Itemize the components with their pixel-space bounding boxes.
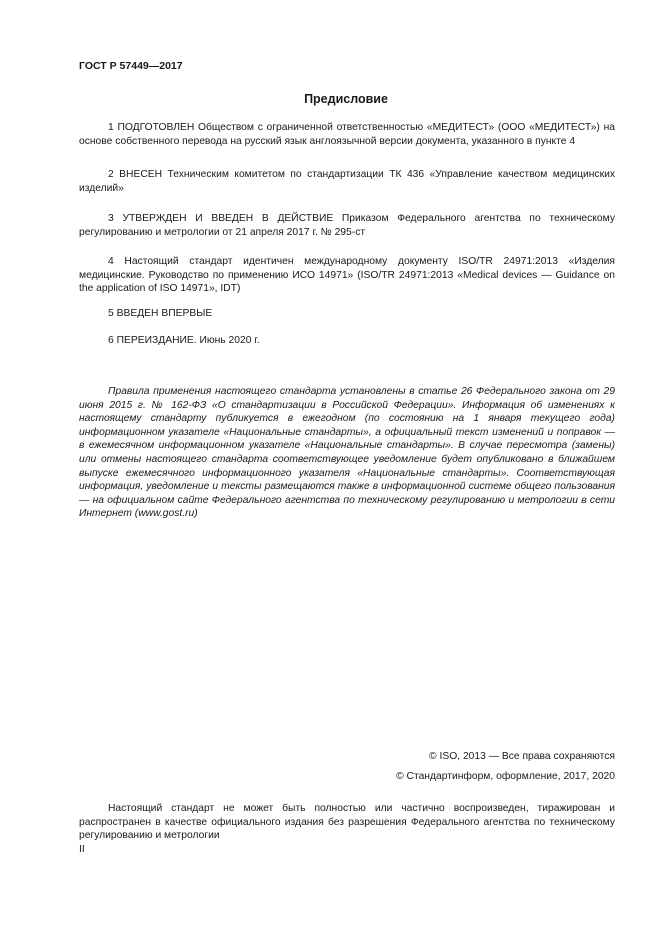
item-number: 1 bbox=[108, 122, 114, 133]
item-text: ПЕРЕИЗДАНИЕ. Июнь 2020 г. bbox=[116, 335, 260, 346]
foreword-item-6 bbox=[79, 334, 615, 348]
item-text: ВНЕСЕН Техническим комитетом по стандартизации ТК 436 «Управление качеством медицинских изделий» bbox=[79, 169, 615, 194]
page-title: Предисловие bbox=[304, 92, 388, 106]
item-number: 4 bbox=[108, 256, 114, 267]
foreword-item-1 bbox=[79, 121, 615, 148]
foreword-item-4 bbox=[79, 255, 615, 296]
item-text: ВВЕДЕН ВПЕРВЫЕ bbox=[116, 308, 213, 319]
copyright-standartinform: © Стандартинформ, оформление, 2017, 2020 bbox=[396, 771, 615, 782]
item-number: 6 bbox=[108, 335, 114, 346]
standard-code-header: ГОСТ Р 57449—2017 bbox=[79, 60, 183, 72]
item-text: ПОДГОТОВЛЕН Обществом с ограниченной ответственностью «МЕДИТЕСТ» (ООО «МЕДИТЕСТ») на основе собственного перевода на русский язык англоязычной версии документа, указанного в пункте 4 bbox=[79, 122, 615, 147]
rules-note: Правила применения настоящего стандарта установлены в статье 26 Федерального закона от 29 июня 2015 г. № 162-ФЗ «О стандартизации в Российской Федерации». Информация об изменениях к настоящему стандарту публикуется в ежегодном (по состоянию на 1 января текущего года) информационном указателе «Национальные стандарты», а официальный текст изменений и поправок — в ежемесячном информационном указателе «Национальные стандарты». В случае пересмотра (замены) или отмены настоящего стандарта соответствующее уведомление будет опубликовано в ближайшем выпуске ежемесячного информационного указателя «Национальные стандарты». Соответствующая информация, уведомление и тексты размещаются также в информационной системе общего пользования — на официальном сайте Федерального агентства по техническому регулированию и метрологии в сети Интернет (www.gost.ru) bbox=[79, 386, 615, 520]
copyright-iso: © ISO, 2013 — Все права сохраняются bbox=[429, 751, 615, 762]
item-number: 5 bbox=[108, 308, 114, 319]
foreword-item-2 bbox=[79, 168, 615, 195]
item-text: УТВЕРЖДЕН И ВВЕДЕН В ДЕЙСТВИЕ Приказом Федерального агентства по техническому регулированию и метрологии от 21 апреля 2017 г. № 295-ст bbox=[79, 213, 615, 238]
foreword-item-3 bbox=[79, 212, 615, 239]
reproduction-note: Настоящий стандарт не может быть полностью или частично воспроизведен, тиражирован и распространен в качестве официального издания без разрешения Федерального агентства по техническому регулированию и метрологии bbox=[79, 803, 615, 842]
foreword-item-5 bbox=[79, 307, 615, 321]
item-text: Настоящий стандарт идентичен международному документу ISO/TR 24971:2013 «Изделия медицинские. Руководство по применению ИСО 14971» (ISO/TR 24971:2013 «Medical devices — Guidance on the application of ISO 14971», IDT) bbox=[79, 256, 615, 295]
item-number: 2 bbox=[108, 169, 114, 180]
item-number: 3 bbox=[108, 213, 114, 224]
page-number: II bbox=[79, 844, 85, 855]
